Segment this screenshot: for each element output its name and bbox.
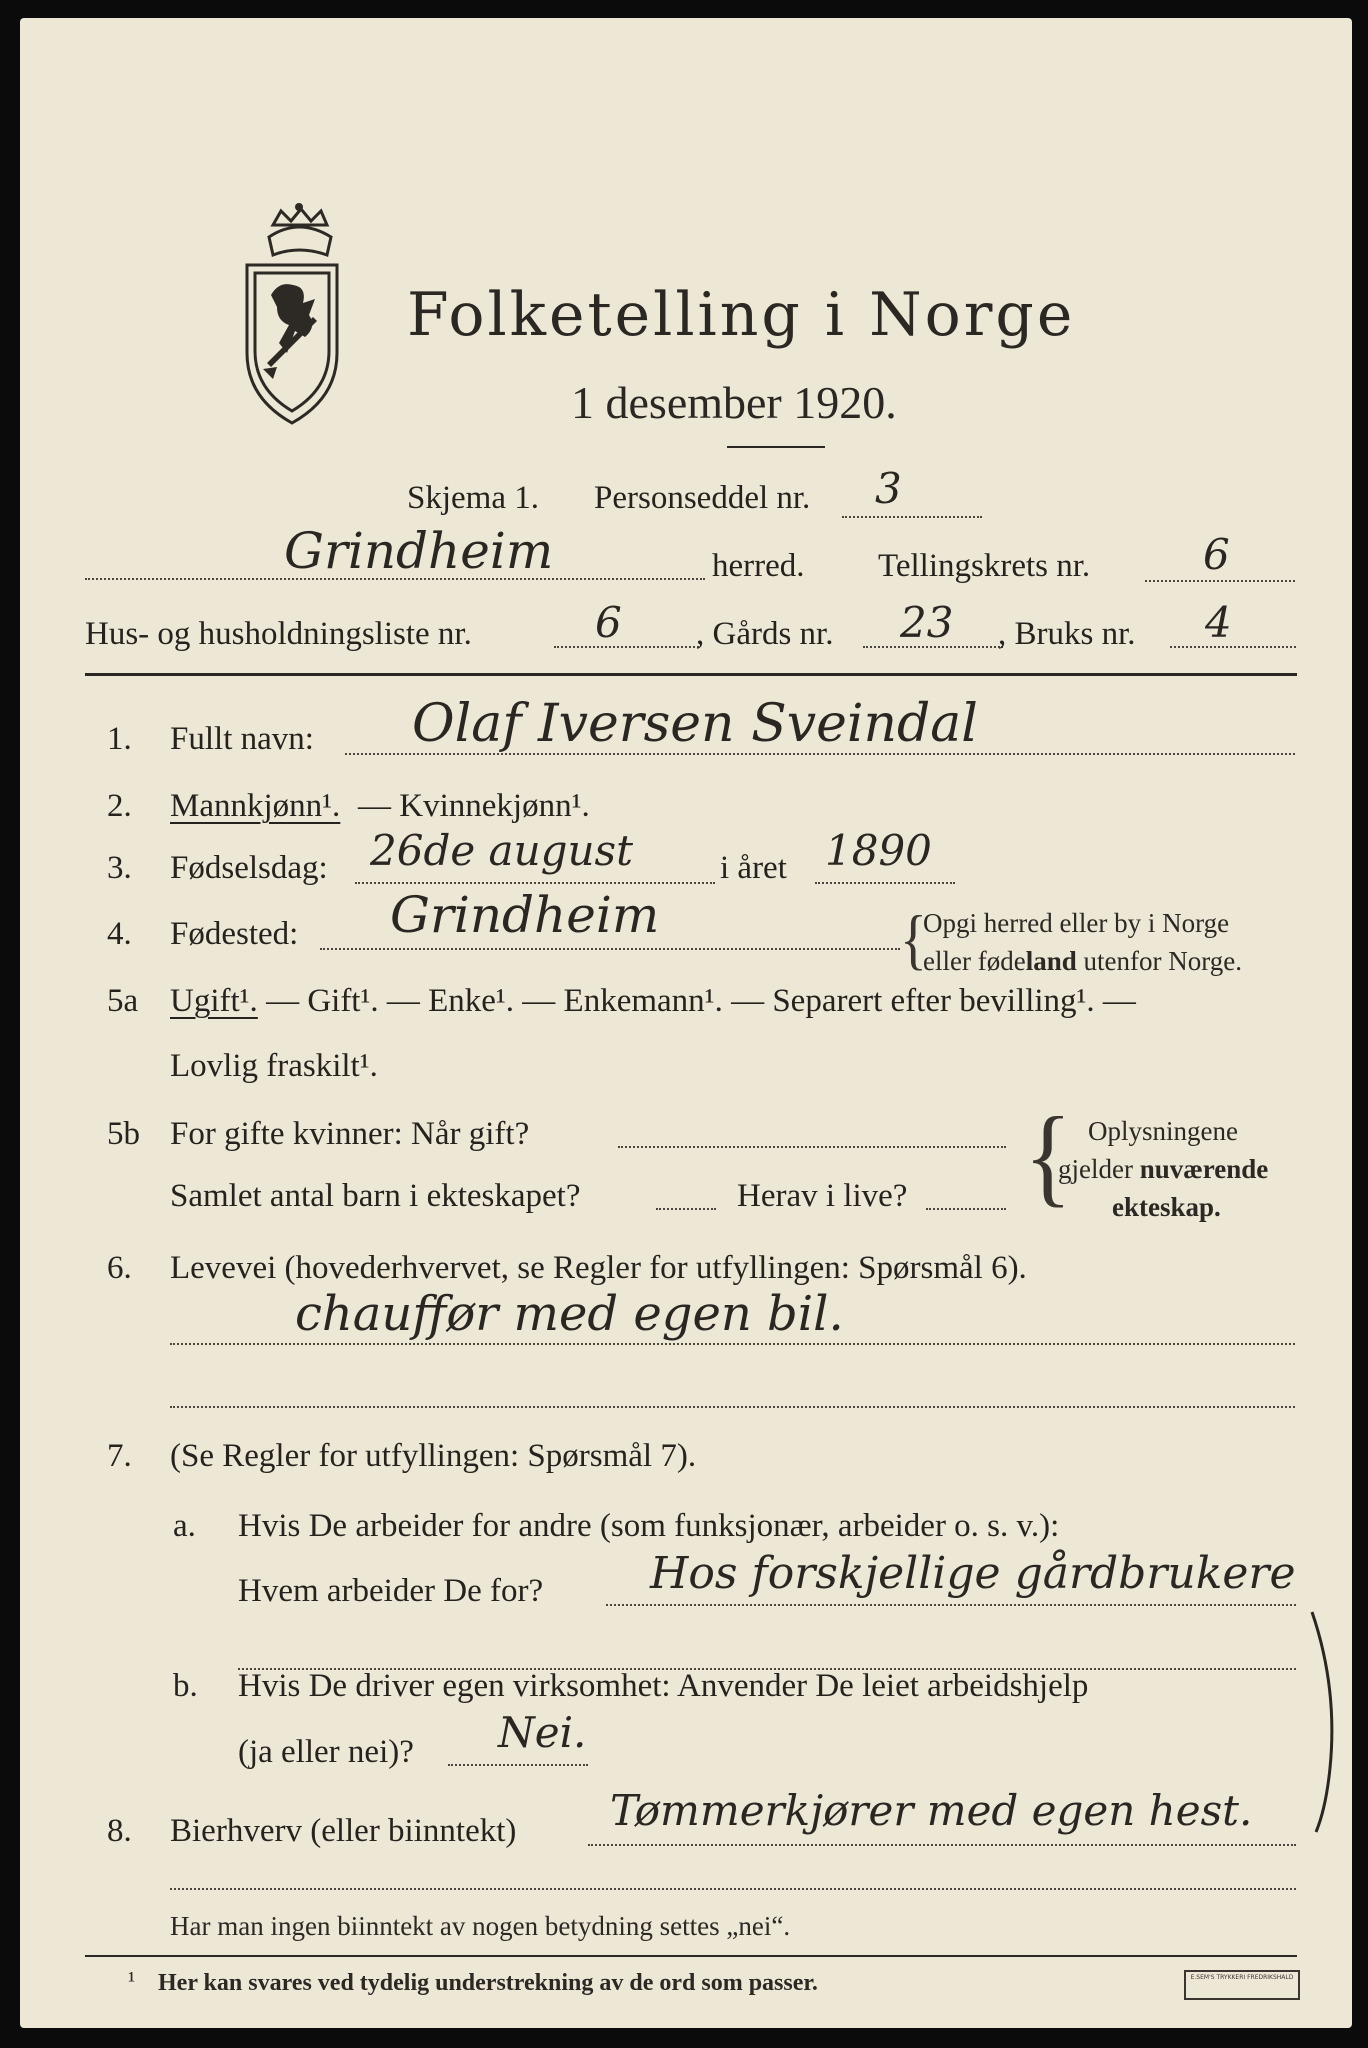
q7b-question: Hvis De driver egen virksomhet: Anvender De leiet arbeidshjelp bbox=[238, 1668, 1089, 1704]
footnote-text: Her kan svares ved tydelig understrekning av de ord som passer. bbox=[158, 1970, 818, 1996]
personseddel-label: Personseddel nr. bbox=[594, 480, 811, 516]
q3-label: Fødselsdag: bbox=[170, 850, 328, 886]
q2-number: 2. bbox=[107, 788, 132, 824]
q3-date-line bbox=[355, 882, 715, 884]
gards-label: , Gårds nr. bbox=[696, 616, 834, 652]
q5b-note-1: Oplysningene bbox=[1088, 1116, 1238, 1146]
q3-birth-year: 1890 bbox=[825, 826, 932, 875]
coat-of-arms-icon bbox=[233, 203, 351, 428]
q5b-when-line bbox=[618, 1146, 1006, 1148]
q6-number: 6. bbox=[107, 1250, 132, 1286]
q4-number: 4. bbox=[107, 916, 132, 952]
q4-line bbox=[320, 948, 900, 950]
personseddel-line bbox=[842, 516, 982, 518]
q7b-label: (ja eller nei)? bbox=[238, 1734, 414, 1770]
q8-label: Bierhverv (eller biinntekt) bbox=[170, 1813, 517, 1849]
form-title: Folketelling i Norge bbox=[407, 280, 1076, 350]
tellingskrets-value: 6 bbox=[1203, 530, 1230, 579]
q5a-options: Ugift¹. — Gift¹. — Enke¹. — Enkemann¹. — Separert efter bevilling¹. — bbox=[170, 983, 1136, 1019]
q7a-employer-line bbox=[606, 1604, 1296, 1606]
bruks-label: , Bruks nr. bbox=[998, 616, 1136, 652]
q8-number: 8. bbox=[107, 1813, 132, 1849]
q5a-number: 5a bbox=[107, 983, 139, 1019]
q7a-letter: a. bbox=[173, 1508, 196, 1544]
header-separator bbox=[85, 673, 1297, 676]
q5b-married-when: For gifte kvinner: Når gift? bbox=[170, 1116, 530, 1152]
q4-note-1: Opgi herred eller by i Norge bbox=[923, 908, 1230, 938]
q5b-alive: Herav i live? bbox=[737, 1178, 908, 1214]
q7-label: (Se Regler for utfyllingen: Spørsmål 7). bbox=[170, 1438, 697, 1474]
q7b-answer: Nei. bbox=[498, 1708, 587, 1757]
q5b-number: 5b bbox=[107, 1116, 140, 1152]
q8-line-2 bbox=[170, 1888, 1296, 1890]
q1-label: Fullt navn: bbox=[170, 721, 314, 757]
printer-stamp: E.SEM'S TRYKKERI FREDRIKSHALD bbox=[1184, 1970, 1300, 2000]
q3-year-label: i året bbox=[720, 850, 787, 886]
q5b-brace: { bbox=[1024, 1094, 1072, 1217]
q6-line-1 bbox=[170, 1343, 1295, 1345]
handwritten-bracket-mark bbox=[1308, 1608, 1348, 1838]
footer-separator bbox=[85, 1955, 1297, 1957]
footnote-marker: ¹ bbox=[128, 1968, 136, 1994]
footer-note: Har man ingen biinntekt av nogen betydning settes „nei“. bbox=[170, 1911, 791, 1941]
q8-line bbox=[588, 1844, 1296, 1846]
q5b-children-line bbox=[656, 1208, 716, 1210]
q4-note-2: eller fødeland utenfor Norge. bbox=[923, 946, 1242, 976]
hus-value: 6 bbox=[595, 598, 622, 647]
q4-brace: { bbox=[900, 902, 927, 978]
census-date: 1 desember 1920. bbox=[571, 377, 897, 428]
q7-number: 7. bbox=[107, 1438, 132, 1474]
q7a-question: Hvis De arbeider for andre (som funksjonær, arbeider o. s. v.): bbox=[238, 1508, 1060, 1544]
q7a-employer: Hos forskjellige gårdbrukere bbox=[650, 1548, 1296, 1599]
q4-birth-place: Grindheim bbox=[390, 886, 660, 944]
personseddel-value: 3 bbox=[875, 464, 902, 513]
q6-occupation: chauffør med egen bil. bbox=[295, 1286, 844, 1342]
herred-value: Grindheim bbox=[284, 522, 554, 580]
q5b-alive-line bbox=[926, 1208, 1006, 1210]
census-form-sheet bbox=[20, 18, 1352, 2028]
q1-full-name: Olaf Iversen Sveindal bbox=[412, 694, 978, 754]
q5a-divorced: Lovlig fraskilt¹. bbox=[170, 1048, 378, 1084]
hus-label: Hus- og husholdningsliste nr. bbox=[85, 616, 472, 652]
q3-year-line bbox=[815, 882, 955, 884]
q6-line-2 bbox=[170, 1406, 1295, 1408]
q7b-line bbox=[448, 1764, 588, 1766]
q7a-employer-label: Hvem arbeider De for? bbox=[238, 1573, 544, 1609]
q3-number: 3. bbox=[107, 850, 132, 886]
q8-side-income: Tømmerkjører med egen hest. bbox=[610, 1786, 1253, 1835]
q6-label: Levevei (hovederhvervet, se Regler for utfyllingen: Spørsmål 6). bbox=[170, 1250, 1027, 1286]
bruks-line bbox=[1170, 646, 1296, 648]
q7b-letter: b. bbox=[173, 1668, 198, 1704]
q3-birth-date: 26de august bbox=[370, 826, 633, 875]
q5b-note-3: ekteskap. bbox=[1112, 1192, 1221, 1222]
q4-label: Fødested: bbox=[170, 916, 299, 952]
schema-label: Skjema 1. bbox=[407, 480, 539, 516]
gards-value: 23 bbox=[900, 598, 954, 647]
q2-male-underlined: Mannkjønn¹. bbox=[170, 788, 341, 824]
title-divider bbox=[727, 446, 825, 448]
herred-label: herred. bbox=[712, 548, 805, 584]
hus-line bbox=[554, 646, 699, 648]
tellingskrets-line bbox=[1145, 580, 1295, 582]
q5b-children: Samlet antal barn i ekteskapet? bbox=[170, 1178, 581, 1214]
q1-number: 1. bbox=[107, 721, 132, 757]
q2-female: — Kvinnekjønn¹. bbox=[358, 788, 590, 824]
bruks-value: 4 bbox=[1205, 598, 1232, 647]
q5b-note-2: gjelder nuværende bbox=[1058, 1154, 1269, 1184]
tellingskrets-label: Tellingskrets nr. bbox=[878, 548, 1091, 584]
